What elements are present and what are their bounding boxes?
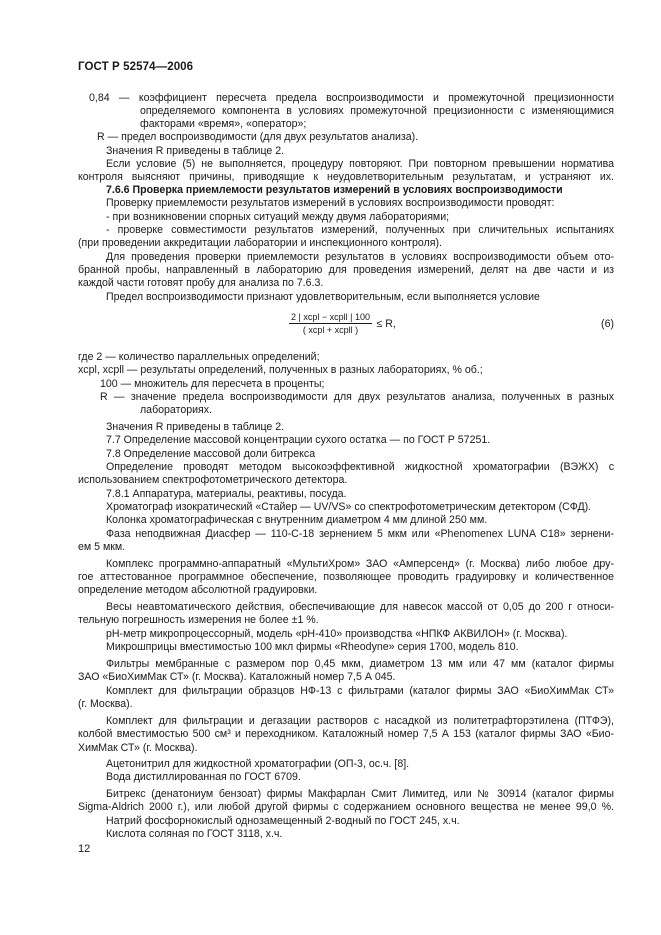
text-line: 7.8 Определение массовой доли битрекса: [106, 448, 316, 460]
text-line: каждой части готовят пробу для анализа по 7.6.3.: [78, 277, 324, 289]
text-line: Комплекс программно-аппаратный «МультиХром» ЗАО «Амперсенд» (г. Москва) либо любое дру-: [106, 558, 614, 570]
text-line: Фильтры мембранные с размером пор 0,45 мкм, диаметром 13 мм или 47 мм (каталог фирмы: [106, 658, 614, 670]
text-line: 7.7 Определение массовой концентрации сухого остатка — по ГОСТ Р 57251.: [106, 434, 491, 446]
text-line: Вода дистиллированная по ГОСТ 6709.: [106, 771, 301, 783]
text-line: Определение проводят методом высокоэффективной жидкостной хроматографии (ВЭЖХ) с: [106, 461, 614, 473]
formula-number: (6): [601, 318, 614, 330]
text-line: 0,84 — коэффициент пересчета предела воспроизводимости и промежуточной прецизионности: [89, 92, 614, 104]
text-line: Значения R приведены в таблице 2.: [106, 145, 285, 157]
text-line: факторами «время», «оператор»;: [140, 118, 307, 130]
text-line: колбой вместимостью 500 см³ и переходником. Каталожный номер 7,5 А 153 (каталог фирмы ЗАО «Био-: [78, 728, 614, 740]
text-line: Хроматограф изократический «Стайер — UV/VS» со спектрофотометрическим детектором (СФД).: [106, 501, 592, 513]
text-line: определяемого компонента в условиях промежуточной прецизионности с изменяющимися: [140, 105, 614, 117]
text-line: Колонка хроматографическая с внутренним диаметром 4 мм длиной 250 мм.: [106, 514, 488, 526]
text-line: ЗАО «БиоХимМак СТ» (г. Москва). Каталожный номер 7,5 А 045.: [78, 671, 396, 683]
text-line: (при проведении аккредитации лаборатории и инспекционного контроля).: [78, 237, 442, 249]
formula-6: [289, 312, 396, 335]
text-line: 100 — множитель для пересчета в проценты;: [100, 378, 325, 390]
text-line: Проверку приемлемости результатов измерений в условиях воспроизводимости проводят:: [106, 197, 555, 209]
text-line: лабораториях.: [140, 404, 212, 416]
text-line: Кислота соляная по ГОСТ 3118, х.ч.: [106, 828, 283, 840]
text-line: бранной пробы, направленный в лабораторию для проведения измерений, делят на две части и из: [78, 264, 614, 276]
text-line: Натрий фосфорнокислый однозамещенный 2-водный по ГОСТ 245, х.ч.: [106, 815, 460, 827]
text-line: ем 5 мкм.: [78, 541, 126, 553]
text-line: Если условие (5) не выполняется, процедуру повторяют. При повторном превышении норматива: [106, 158, 614, 170]
formula-denominator: ( xcpl + xcpll ): [302, 325, 359, 335]
text-line: тельную погрешность измерения не более ±1 %.: [78, 614, 319, 626]
text-line: R — предел воспроизводимости (для двух результатов анализа).: [97, 131, 419, 143]
text-line: Фаза неподвижная Диасфер — 110-С-18 зернением 5 мкм или «Phenomenex LUNA C18» зернени-: [106, 528, 614, 540]
text-line: (г. Москва).: [78, 698, 133, 710]
text-line: контроля выясняют причины, приводящие к неудовлетворительным результатам, и устраняют их.: [78, 171, 614, 183]
text-line: - проверке совместимости результатов измерений, полученных при сличительных испытаниях: [106, 224, 614, 236]
text-line: Комплект для фильтрации образцов НФ-13 с фильтрами (каталог фирмы ЗАО «БиоХимМак СТ»: [106, 685, 614, 697]
text-line: определение методом абсолютной градуировки.: [78, 584, 318, 596]
text-line: R — значение предела воспроизводимости для двух результатов анализа, полученных в разных: [100, 391, 614, 403]
text-line: Ацетонитрил для жидкостной хроматографии (ОП-3, ос.ч. [8].: [106, 758, 410, 770]
document-header: ГОСТ Р 52574—2006: [78, 61, 194, 73]
text-line: Комплект для фильтрации и дегазации растворов с насадкой из политетрафторэтилена (ПТФЭ),: [106, 715, 614, 727]
text-line: 7.6.6 Проверка приемлемости результатов измерений в условиях воспроизводимости: [106, 184, 563, 196]
page-number: 12: [78, 843, 91, 855]
text-line: xcpl, xcpll — результаты определений, полученных в разных лабораториях, % об.;: [78, 364, 483, 376]
text-line: гое аттестованное программное обеспечение, позволяющее проводить градуировку и количественное: [78, 571, 614, 583]
text-line: ХимМак СТ» (г. Москва).: [78, 742, 198, 754]
text-line: где 2 — количество параллельных определений;: [78, 351, 320, 363]
text-line: Для проведения проверки приемлемости результатов в условиях воспроизводимости объем ото-: [106, 251, 614, 263]
text-line: Весы неавтоматического действия, обеспечивающие для навесок массой от 0,05 до 200 г относи-: [106, 601, 614, 613]
text-line: Битрекс (денатониум бензоат) фирмы Макфарлан Смит Лимитед, или № 30914 (каталог фирмы: [106, 788, 614, 800]
text-line: Предел воспроизводимости признают удовлетворительным, если выполняется условие: [106, 291, 540, 303]
text-line: Значения R приведены в таблице 2.: [106, 421, 285, 433]
text-line: 7.8.1 Аппаратура, материалы, реактивы, посуда.: [106, 488, 347, 500]
text-line: Sigma-Aldrich 2000 г.), или любой другой фирмы с содержанием основного вещества не менее 99,0 %.: [78, 801, 614, 813]
text-line: Микрошприцы вместимостью 100 мкл фирмы «Rheodyne» серия 1700, модель 810.: [106, 641, 519, 653]
formula-fraction: [289, 312, 372, 335]
formula-relation: ≤ R,: [376, 317, 396, 330]
text-line: рН-метр микропроцессорный, модель «рН-410» производства «НПКФ АКВИЛОН» (г. Москва).: [106, 628, 568, 640]
text-line: использованием спектрофотометрического детектора.: [78, 474, 348, 486]
text-line: - при возникновении спорных ситуаций между двумя лабораториями;: [106, 211, 450, 223]
formula-numerator: 2 | xcpl − xcpll | 100: [291, 312, 370, 322]
